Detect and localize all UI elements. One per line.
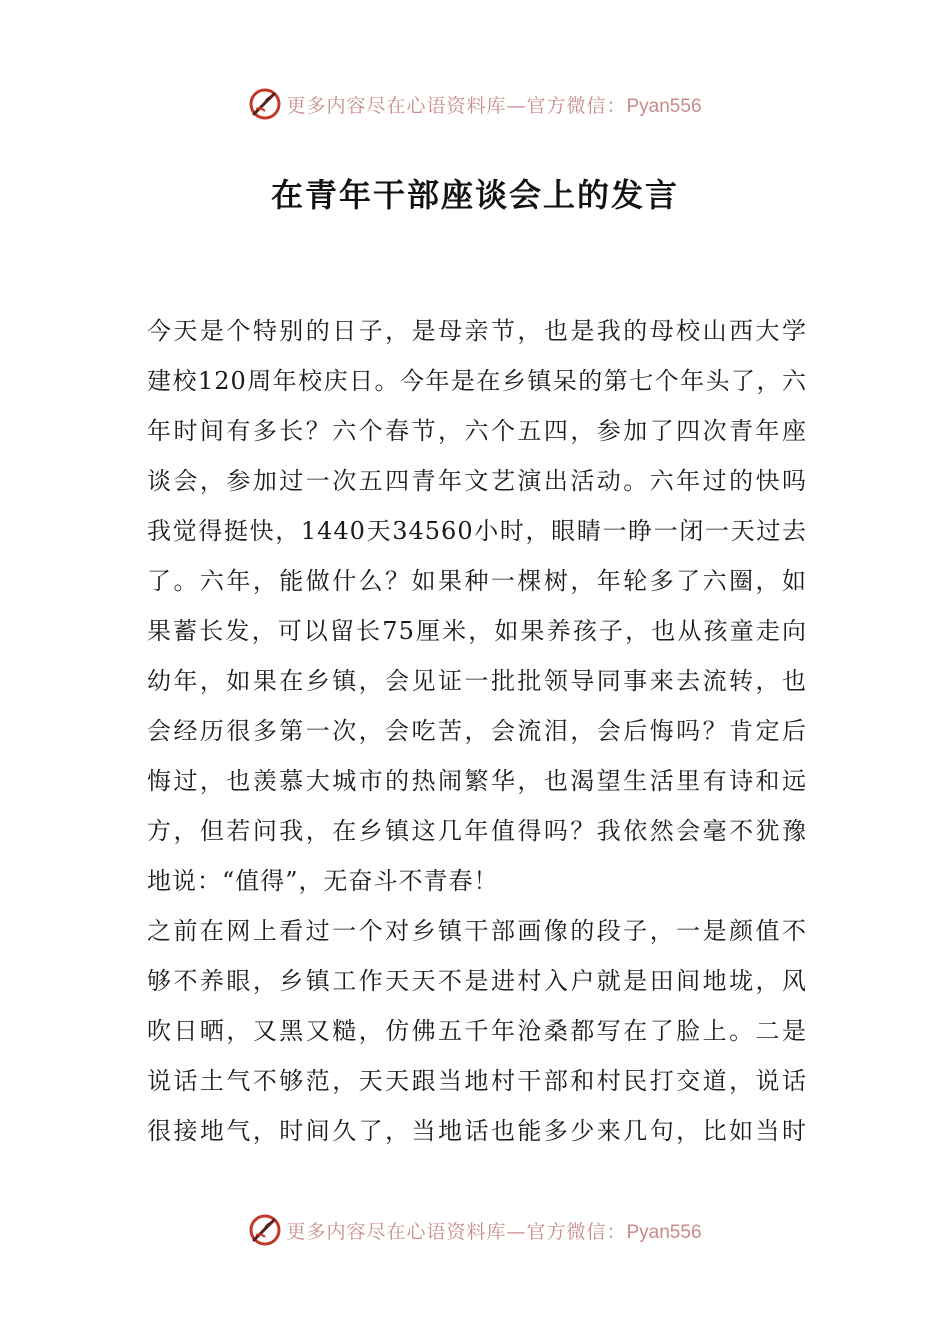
- body-line: 幼年，如果在乡镇，会见证一批批领导同事来去流转，也: [147, 667, 807, 695]
- body-line: 够不养眼，乡镇工作天天不是进村入户就是田间地垅，风: [147, 967, 807, 995]
- body-line: 年时间有多长？六个春节，六个五四，参加了四次青年座: [147, 417, 807, 445]
- body-line: 了。六年，能做什么？如果种一棵树，年轮多了六圈，如: [147, 567, 807, 595]
- body-line: 会经历很多第一次，会吃苦，会流泪，会后悔吗？肯定后: [147, 717, 807, 745]
- footer-banner-wechat: Pyan556: [626, 1221, 702, 1243]
- body-line: 很接地气，时间久了，当地话也能多少来几句，比如当时: [147, 1117, 807, 1145]
- body-line: 吹日晒，又黑又糙，仿佛五千年沧桑都写在了脸上。二是: [147, 1017, 807, 1045]
- header-banner-wechat: Pyan556: [626, 95, 702, 117]
- body-line: 说话土气不够范，天天跟当地村干部和村民打交道，说话: [147, 1067, 807, 1095]
- body-line: 地说：“值得”，无奋斗不青春！: [147, 867, 499, 895]
- body-line: 之前在网上看过一个对乡镇干部画像的段子，一是颜值不: [147, 917, 807, 945]
- footer-banner-site: 更多内容尽在心语资料库—官方微信：: [286, 1220, 627, 1243]
- body-line: 方，但若问我，在乡镇这几年值得吗？我依然会毫不犹豫: [147, 817, 807, 845]
- header-banner-site: 更多内容尽在心语资料库—官方微信：: [286, 94, 627, 117]
- quill-logo-icon: [248, 87, 282, 121]
- header-banner-text: [286, 91, 701, 118]
- body-line: 建校120周年校庆日。今年是在乡镇呆的第七个年头了，六: [147, 367, 807, 395]
- document-title: 在青年干部座谈会上的发言: [270, 176, 679, 214]
- body-line: 果蓄长发，可以留长75厘米，如果养孩子，也从孩童走向: [147, 617, 807, 645]
- body-line: 悔过，也羡慕大城市的热闹繁华，也渴望生活里有诗和远: [147, 767, 807, 795]
- body-line: 今天是个特别的日子，是母亲节，也是我的母校山西大学: [147, 317, 807, 345]
- document-body: [147, 306, 807, 1156]
- header-watermark-banner: [0, 84, 950, 124]
- footer-watermark-banner: [0, 1210, 950, 1250]
- quill-logo-icon: [248, 1213, 282, 1247]
- body-line: 谈会，参加过一次五四青年文艺演出活动。六年过的快吗: [147, 467, 807, 495]
- body-line: 我觉得挺快，1440天34560小时，眼睛一睁一闭一天过去: [147, 517, 807, 545]
- footer-banner-text: [286, 1217, 701, 1244]
